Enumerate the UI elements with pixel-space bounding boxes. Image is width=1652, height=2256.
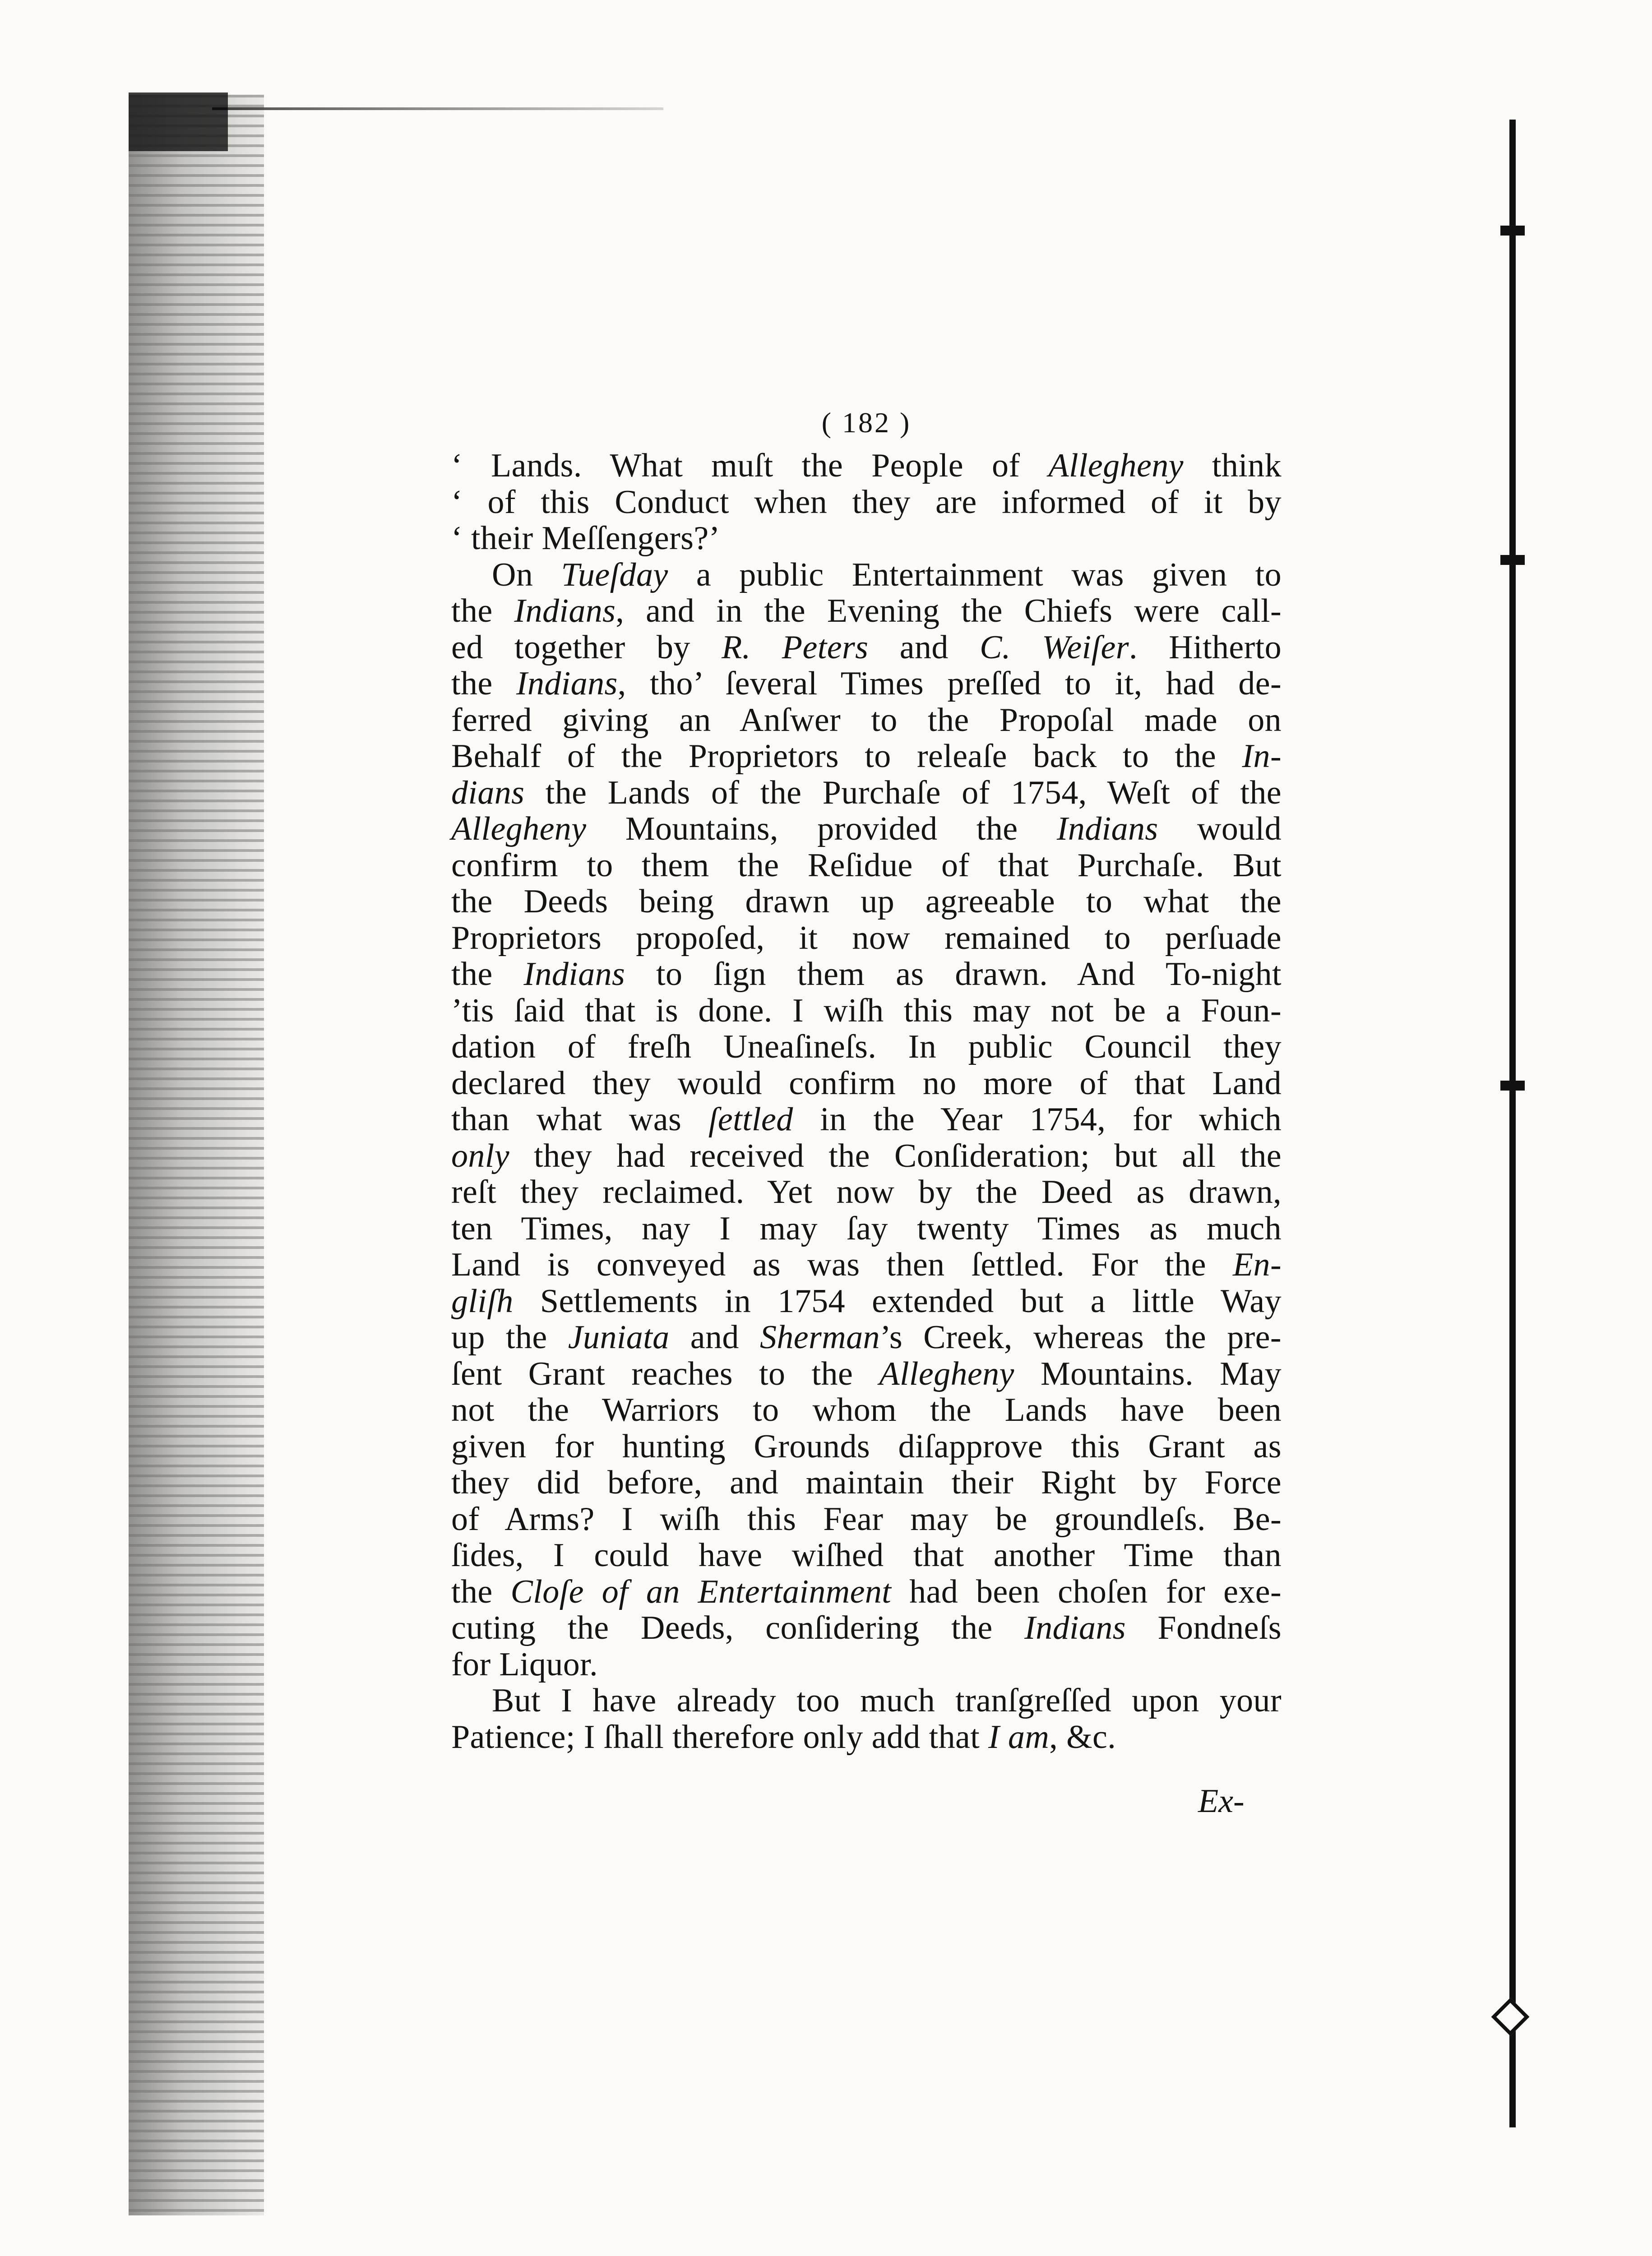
text-line: ’tis ſaid that is done. I wiſh this may not be a Foun- bbox=[451, 992, 1282, 1029]
right-rule-ornament bbox=[1500, 555, 1525, 565]
paragraph bbox=[451, 448, 1282, 557]
text-line: Behalf of the Proprietors to releaſe back to the In- bbox=[451, 738, 1282, 775]
right-rule-ornament bbox=[1500, 1081, 1525, 1091]
paragraphs bbox=[451, 448, 1282, 1755]
right-border-rule bbox=[1509, 120, 1516, 2127]
text-line: not the Warriors to whom the Lands have been bbox=[451, 1392, 1282, 1428]
text-line: up the Juniata and Sherman’s Creek, whereas the pre- bbox=[451, 1319, 1282, 1356]
text-line: Allegheny Mountains, provided the Indians would bbox=[451, 810, 1282, 847]
text-line: they did before, and maintain their Right by Force bbox=[451, 1464, 1282, 1501]
binding-corner-shadow bbox=[129, 92, 228, 151]
text-line: the Indians to ſign them as drawn. And To-night bbox=[451, 956, 1282, 993]
text-line: dation of freſh Uneaſineſs. In public Council they bbox=[451, 1028, 1282, 1065]
text-line: the Indians, and in the Evening the Chiefs were call- bbox=[451, 592, 1282, 629]
top-edge-mark bbox=[212, 107, 663, 110]
text-line: cuting the Deeds, conſidering the Indians Fondneſs bbox=[451, 1609, 1282, 1646]
text-line: On Tueſday a public Entertainment was given to bbox=[492, 556, 1282, 593]
text-line: ſides, I could have wiſhed that another Time than bbox=[451, 1537, 1282, 1574]
text-line: for Liquor. bbox=[451, 1646, 598, 1683]
text-line: declared they would confirm no more of that Land bbox=[451, 1064, 1282, 1102]
text-line: confirm to them the Reſidue of that Purchaſe. But bbox=[451, 846, 1282, 884]
text-line: But I have already too much tranſgreſſed upon your bbox=[492, 1682, 1282, 1719]
text-line: Land is conveyed as was then ſettled. For the En- bbox=[451, 1246, 1282, 1283]
text-line: the Indians, tho’ ſeveral Times preſſed to it, had de- bbox=[451, 665, 1282, 702]
paragraph bbox=[451, 557, 1282, 1683]
text-line: of Arms? I wiſh this Fear may be groundleſs. Be- bbox=[451, 1500, 1282, 1538]
text-line: ‘ their Meſſengers?’ bbox=[451, 520, 720, 557]
text-line: dians the Lands of the Purchaſe of 1754, Weſt of the bbox=[451, 774, 1282, 811]
text-line: ten Times, nay I may ſay twenty Times as much bbox=[451, 1210, 1282, 1247]
page-text-block bbox=[451, 406, 1282, 1755]
paragraph bbox=[451, 1683, 1282, 1755]
page-number: ( 182 ) bbox=[821, 407, 912, 439]
text-line: the Deeds being drawn up agreeable to what the bbox=[451, 883, 1282, 920]
text-line: Patience; I ſhall therefore only add that I am, &c. bbox=[451, 1718, 1116, 1756]
text-line: only they had received the Conſideration; but all the bbox=[451, 1137, 1282, 1174]
text-line: than what was ſettled in the Year 1754, for which bbox=[451, 1101, 1282, 1138]
text-line: Proprietors propoſed, it now remained to perſuade bbox=[451, 919, 1282, 957]
text-line: the Cloſe of an Entertainment had been choſen for exe- bbox=[451, 1573, 1282, 1610]
catchword: Ex- bbox=[1198, 1783, 1245, 1820]
text-line: gliſh Settlements in 1754 extended but a little Way bbox=[451, 1282, 1282, 1320]
binding-edge-shadow bbox=[129, 95, 264, 2215]
text-line: ferred giving an Anſwer to the Propoſal made on bbox=[451, 701, 1282, 739]
text-line: reſt they reclaimed. Yet now by the Deed as drawn, bbox=[451, 1174, 1282, 1211]
right-rule-diamond-ornament bbox=[1491, 1998, 1530, 2036]
text-line: ‘ of this Conduct when they are informed of it by bbox=[451, 483, 1282, 521]
text-line: ſent Grant reaches to the Allegheny Mountains. May bbox=[451, 1355, 1282, 1392]
text-line: ed together by R. Peters and C. Weiſer. Hitherto bbox=[451, 629, 1282, 666]
text-line: given for hunting Grounds diſapprove this Grant as bbox=[451, 1428, 1282, 1465]
right-rule-ornament bbox=[1500, 226, 1525, 236]
text-line: ‘ Lands. What muſt the People of Allegheny think bbox=[451, 447, 1282, 484]
